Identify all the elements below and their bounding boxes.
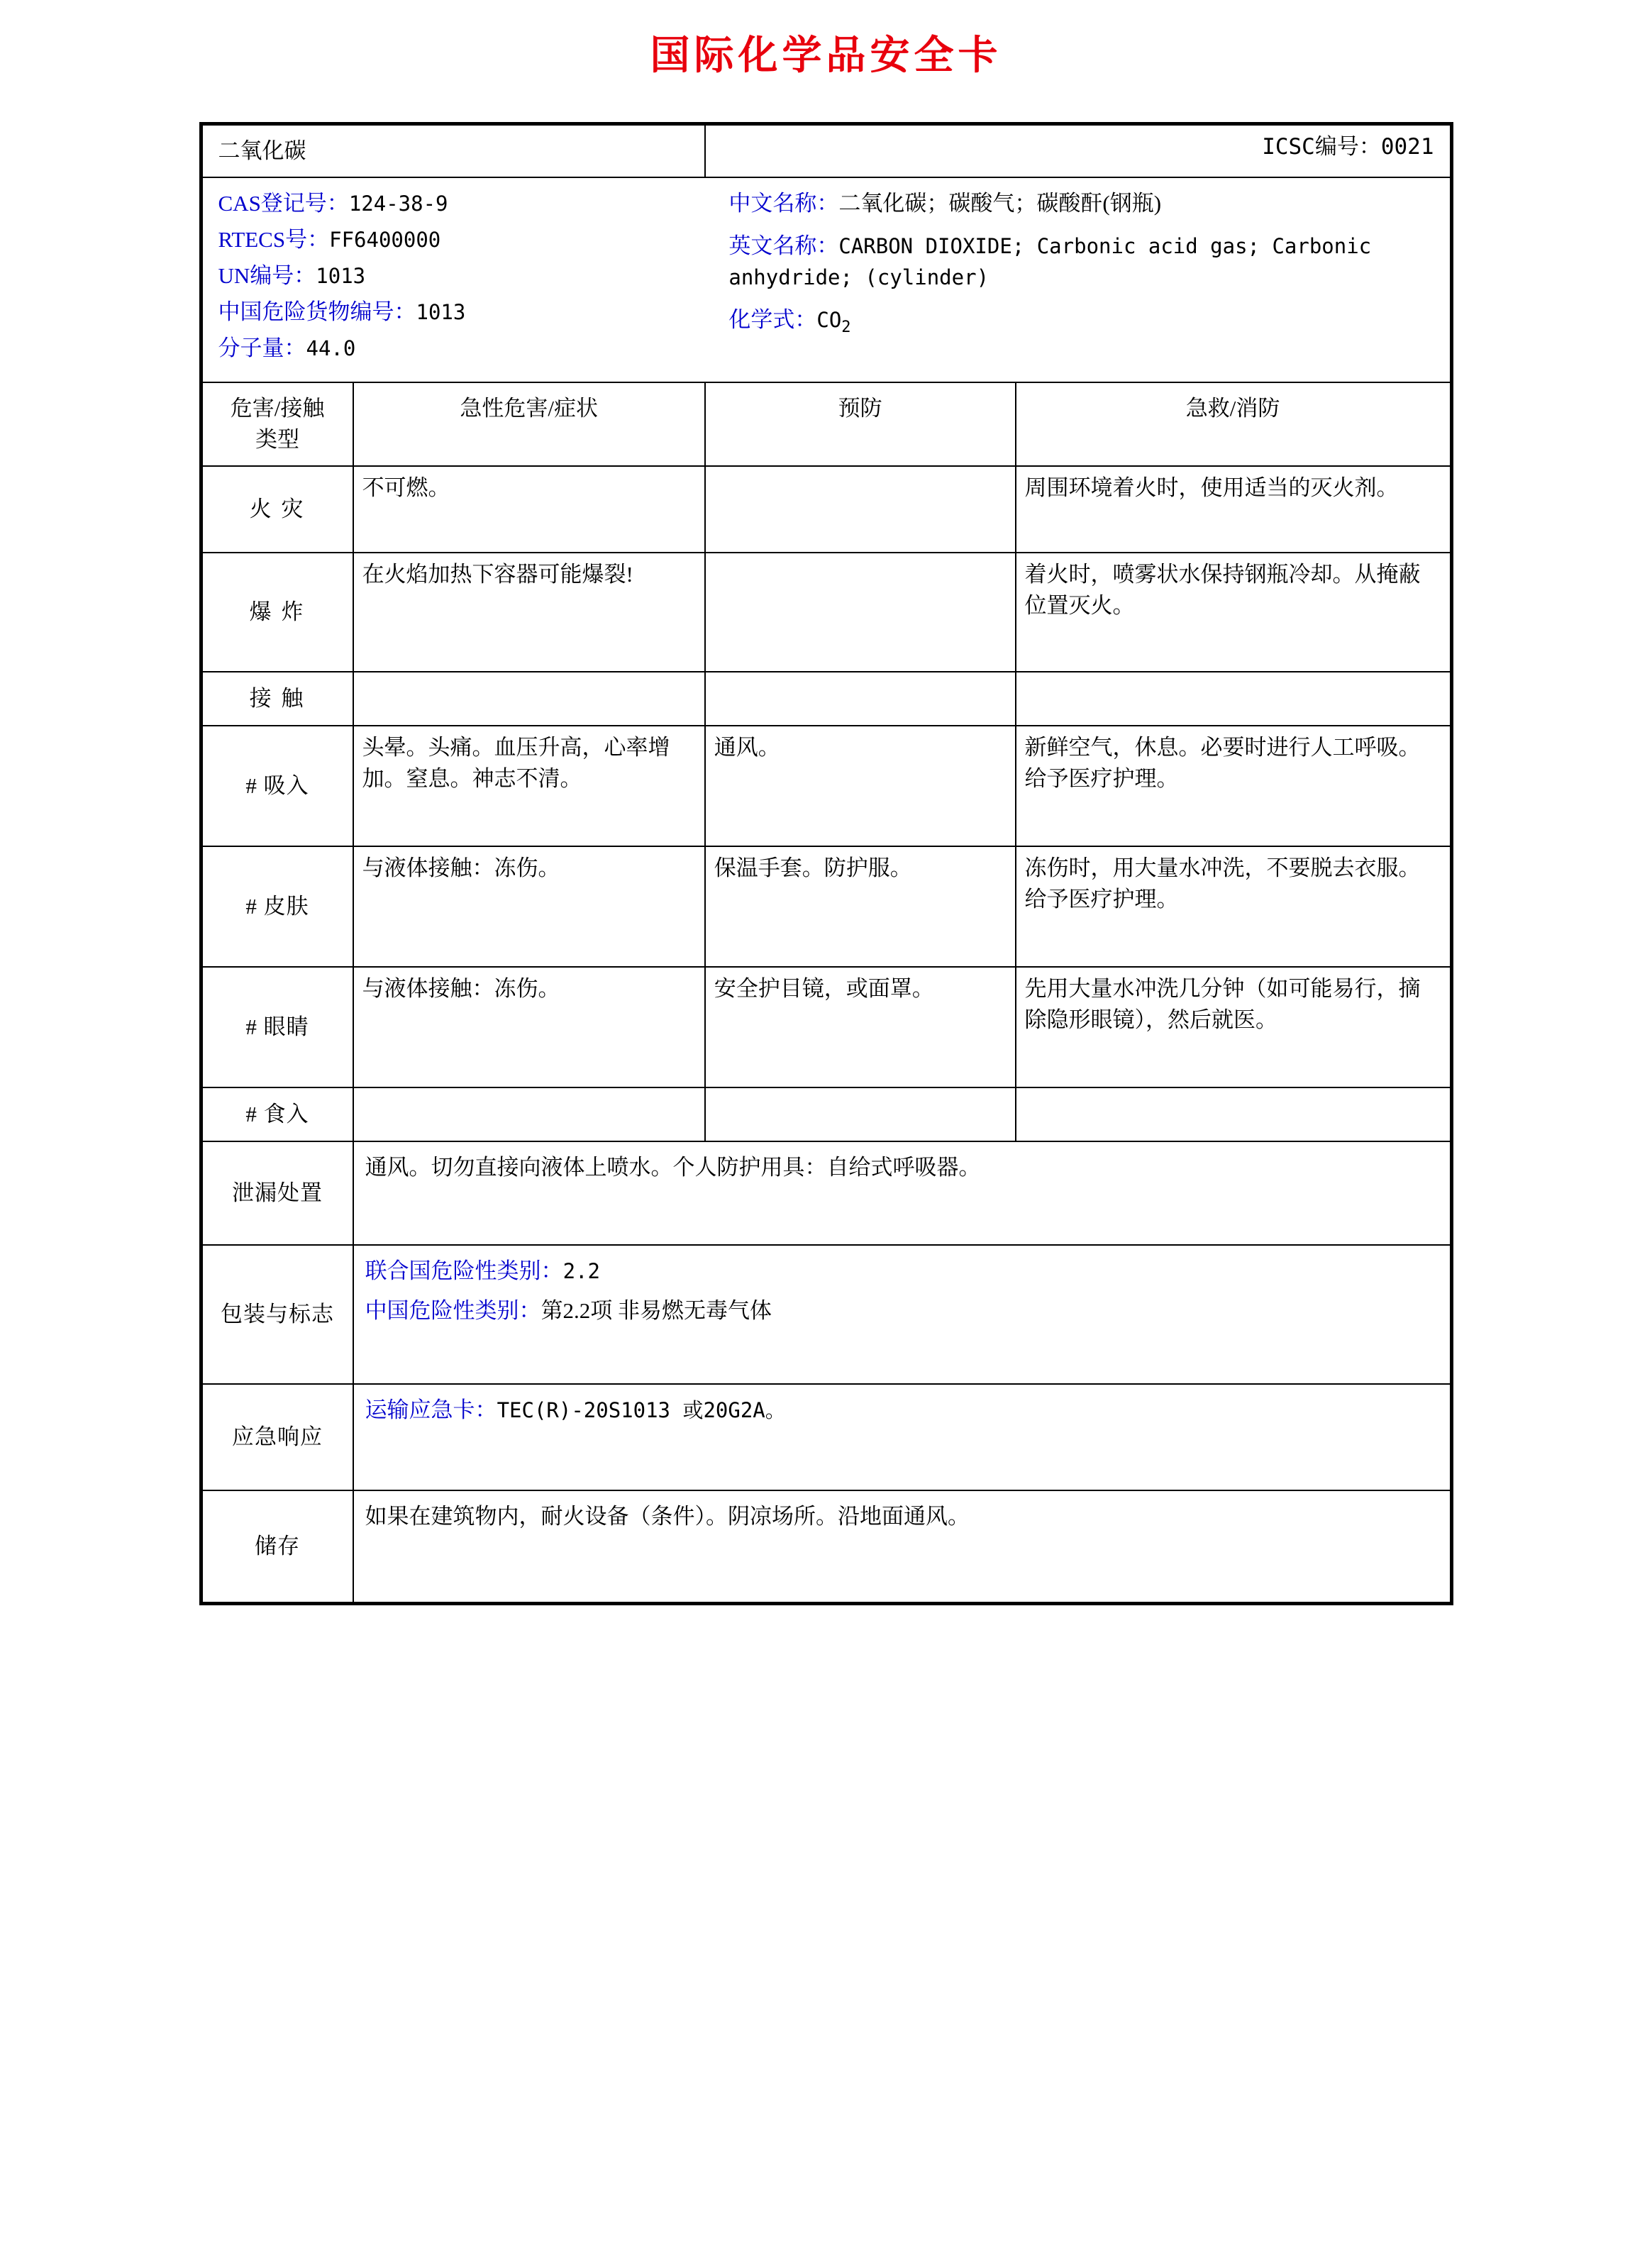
formula-label: 化学式： (728, 307, 817, 333)
column-header-hazard-type (202, 382, 353, 466)
skin-prevention: 保温手套。防护服。 (705, 846, 1016, 967)
page-title: 国际化学品安全卡 (650, 33, 1002, 79)
ingestion-firstaid (1016, 1087, 1451, 1141)
cas-label: CAS登记号： (218, 191, 349, 216)
molecular-weight-label: 分子量： (218, 336, 306, 361)
table-row-storage (202, 1490, 1451, 1602)
cn-name-label: 中文名称： (728, 191, 839, 216)
card-header-row (202, 125, 1451, 177)
page (0, 24, 1652, 1605)
explosion-prevention (705, 553, 1016, 672)
icsc-card (199, 122, 1453, 1605)
emergency-cell (353, 1384, 1451, 1490)
cn-dangerous-goods-value: 1013 (416, 300, 466, 325)
table-row-spill (202, 1141, 1451, 1245)
skin-firstaid: 冻伤时，用大量水冲洗，不要脱去衣服。给予医疗护理。 (1016, 846, 1451, 967)
ingestion-prevention (705, 1087, 1016, 1141)
rtecs-label: RTECS号： (218, 227, 330, 253)
molecular-weight-line (218, 333, 729, 364)
formula-value: CO (816, 308, 842, 333)
icsc-number: 0021 (1380, 134, 1434, 160)
en-name-value: CARBON DIOXIDE; Carbonic acid gas; Carbonic anhydride; (cylinder) (728, 234, 1372, 290)
un-value: 1013 (316, 264, 366, 289)
eyes-prevention: 安全护目镜，或面罩。 (705, 967, 1016, 1087)
un-label: UN编号： (218, 263, 316, 289)
row-label-contact: 接 触 (202, 672, 353, 726)
cn-class-line (365, 1295, 1438, 1327)
transport-card-line (365, 1395, 1438, 1426)
en-name-label: 英文名称： (728, 233, 839, 259)
cas-line (218, 188, 729, 219)
substance-name: 二氧化碳 (202, 125, 705, 177)
un-class-line (365, 1256, 1438, 1287)
contact-firstaid (1016, 672, 1451, 726)
spill-text: 通风。切勿直接向液体上喷水。个人防护用具：自给式呼吸器。 (353, 1141, 1451, 1245)
identification-right (728, 188, 1434, 369)
skin-acute: 与液体接触：冻伤。 (353, 846, 705, 967)
un-class-value: 2.2 (562, 1259, 600, 1284)
table-row-contact (202, 672, 1451, 726)
column-header-prevention: 预防 (705, 382, 1016, 466)
eyes-acute: 与液体接触：冻伤。 (353, 967, 705, 1087)
row-label-ingestion: # 食入 (202, 1087, 353, 1141)
row-label-packaging: 包装与标志 (202, 1245, 353, 1384)
fire-firstaid: 周围环境着火时，使用适当的灭火剂。 (1016, 466, 1451, 553)
transport-card-value: TEC(R)-20S1013 或20G2A。 (497, 1398, 786, 1423)
cn-dangerous-goods-label: 中国危险货物编号： (218, 299, 416, 325)
table-row-skin (202, 846, 1451, 967)
table-row-fire (202, 466, 1451, 553)
row-label-explosion: 爆 炸 (202, 553, 353, 672)
formula-subscript: 2 (841, 319, 851, 337)
table-row-explosion (202, 553, 1451, 672)
inhalation-firstaid: 新鲜空气，休息。必要时进行人工呼吸。给予医疗护理。 (1016, 726, 1451, 846)
icsc-label: ICSC编号： (1262, 134, 1381, 160)
storage-text: 如果在建筑物内，耐火设备（条件）。阴凉场所。沿地面通风。 (353, 1490, 1451, 1602)
explosion-firstaid: 着火时，喷雾状水保持钢瓶冷却。从掩蔽位置灭火。 (1016, 553, 1451, 672)
eyes-firstaid: 先用大量水冲洗几分钟（如可能易行，摘除隐形眼镜），然后就医。 (1016, 967, 1451, 1087)
inhalation-prevention: 通风。 (705, 726, 1016, 846)
cn-dangerous-goods-line (218, 297, 729, 328)
identification-row (202, 177, 1451, 382)
ingestion-acute (353, 1087, 705, 1141)
row-label-spill: 泄漏处置 (202, 1141, 353, 1245)
row-label-inhalation: # 吸入 (202, 726, 353, 846)
en-name-line (728, 231, 1434, 293)
fire-acute: 不可燃。 (353, 466, 705, 553)
rtecs-line (218, 224, 729, 255)
column-header-acute: 急性危害/症状 (353, 382, 705, 466)
molecular-weight-value: 44.0 (306, 336, 356, 361)
identification-left (218, 188, 729, 369)
column-header-row (202, 382, 1451, 466)
fire-prevention (705, 466, 1016, 553)
cn-name-line (728, 188, 1434, 219)
table-row-eyes (202, 967, 1451, 1087)
table-row-emergency (202, 1384, 1451, 1490)
cn-class-label: 中国危险性类别： (365, 1298, 541, 1324)
cn-name-value: 二氧化碳；碳酸气；碳酸酐(钢瓶) (838, 191, 1162, 216)
inhalation-acute: 头晕。头痛。血压升高，心率增加。窒息。神志不清。 (353, 726, 705, 846)
icsc-number-cell (705, 125, 1451, 177)
row-label-emergency: 应急响应 (202, 1384, 353, 1490)
cn-class-value: 第2.2项 非易燃无毒气体 (540, 1298, 772, 1324)
transport-card-label: 运输应急卡： (365, 1397, 497, 1423)
column-header-hazard-type-line2: 类型 (255, 427, 300, 453)
table-row-inhalation (202, 726, 1451, 846)
contact-prevention (705, 672, 1016, 726)
column-header-firstaid: 急救/消防 (1016, 382, 1451, 466)
un-line (218, 260, 729, 292)
table-row-ingestion (202, 1087, 1451, 1141)
contact-acute (353, 672, 705, 726)
rtecs-value: FF6400000 (329, 228, 441, 253)
row-label-eyes: # 眼睛 (202, 967, 353, 1087)
un-class-label: 联合国危险性类别： (365, 1258, 563, 1284)
formula-line (728, 304, 1434, 338)
column-header-hazard-type-line1: 危害/接触 (230, 396, 325, 421)
table-row-packaging (202, 1245, 1451, 1384)
cas-value: 124-38-9 (348, 192, 448, 216)
packaging-cell (353, 1245, 1451, 1384)
row-label-storage: 储存 (202, 1490, 353, 1602)
identification-cell (202, 177, 1451, 382)
explosion-acute: 在火焰加热下容器可能爆裂! (353, 553, 705, 672)
icsc-table (201, 124, 1451, 1603)
row-label-fire: 火 灾 (202, 466, 353, 553)
row-label-skin: # 皮肤 (202, 846, 353, 967)
